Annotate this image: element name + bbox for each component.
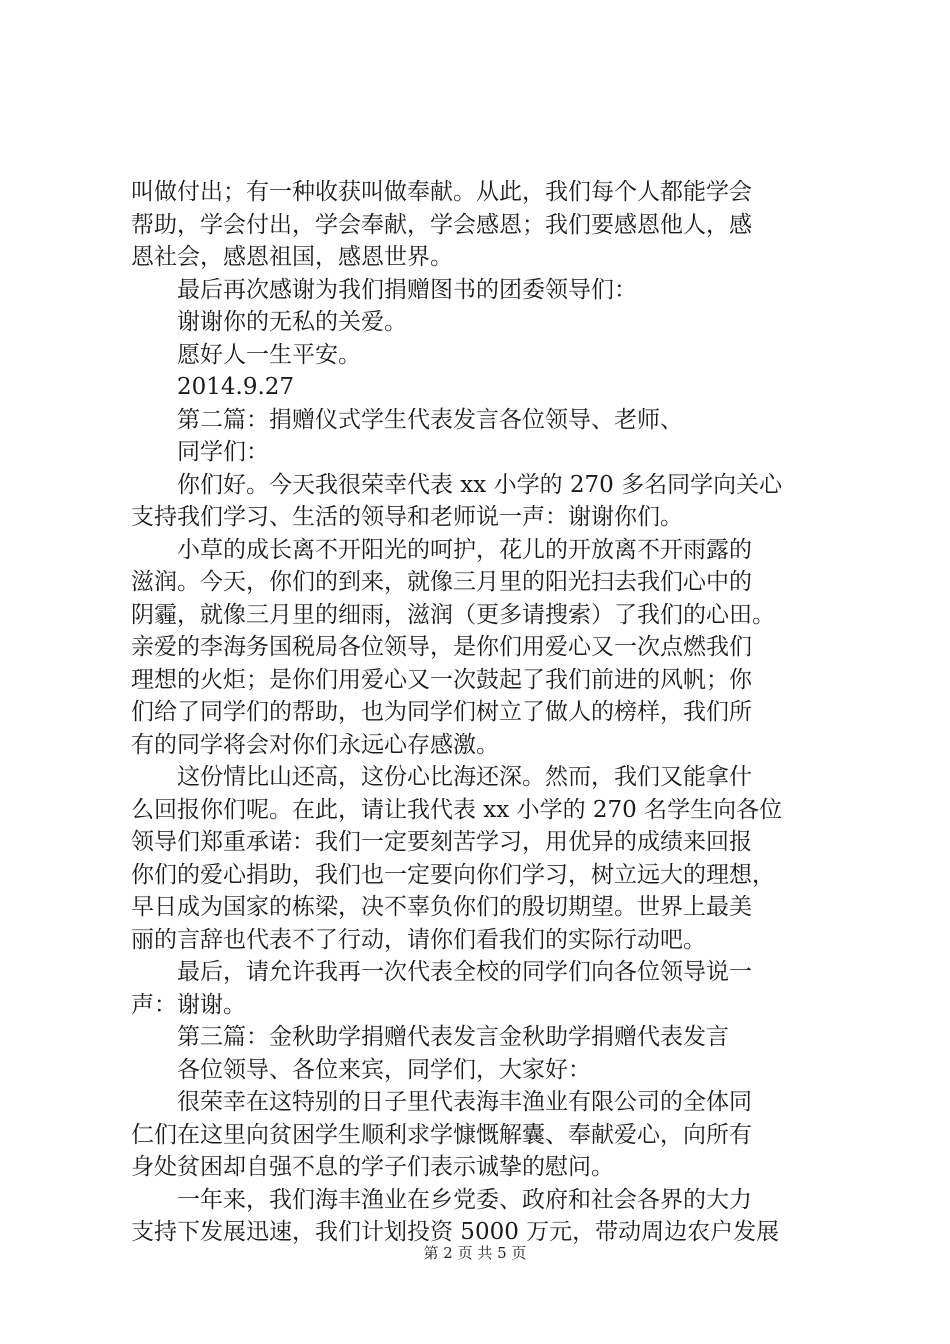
text-line: 你们的爱心捐助，我们也一定要向你们学习，树立远大的理想， — [131, 861, 775, 888]
text-line: 叫做付出；有一种收获叫做奉献。从此，我们每个人都能学会 — [131, 179, 752, 205]
text-line: 领导们郑重承诺：我们一定要刻苦学习，用优异的成绩来回报 — [131, 829, 752, 855]
text-line: 支持我们学习、生活的领导和老师说一声：谢谢你们。 — [131, 504, 683, 530]
text-line: 理想的火炬；是你们用爱心又一次鼓起了我们前进的风帆；你 — [131, 666, 752, 693]
text-line: 最后，请允许我再一次代表全校的同学们向各位领导说一 — [177, 959, 752, 985]
text-line: 帮助，学会付出，学会奉献，学会感恩；我们要感恩他人，感 — [131, 211, 752, 238]
text-line: 么回报你们呢。在此，请让我代表 xx 小学的 270 名学生向各位 — [131, 796, 783, 823]
text-line: 有的同学将会对你们永远心存感激。 — [131, 731, 499, 758]
text-line: 一年来，我们海丰渔业在乡党委、政府和社会各界的大力 — [177, 1186, 752, 1213]
text-line: 愿好人一生平安。 — [177, 341, 361, 368]
text-line: 小草的成长离不开阳光的呵护，花儿的开放离不开雨露的 — [177, 536, 752, 563]
text-line: 最后再次感谢为我们捐赠图书的团委领导们： — [177, 276, 637, 303]
page-footer: 第 2 页 共 5 页 — [423, 1244, 527, 1262]
text-line: 第三篇：金秋助学捐赠代表发言金秋助学捐赠代表发言 — [177, 1024, 729, 1050]
text-line: 各位领导、各位来宾，同学们，大家好： — [177, 1056, 591, 1083]
text-line: 阴霾，就像三月里的细雨，滋润（更多请搜索）了我们的心田。 — [131, 601, 775, 628]
text-line: 仁们在这里向贫困学生顺利求学慷慨解囊、奉献爱心，向所有 — [131, 1121, 752, 1148]
text-line: 这份情比山还高，这份心比海还深。然而，我们又能拿什 — [177, 764, 752, 790]
text-line: 丽的言辞也代表不了行动，请你们看我们的实际行动吧。 — [131, 926, 706, 953]
text-line: 同学们： — [177, 439, 269, 465]
text-line: 滋润。今天，你们的到来，就像三月里的阳光扫去我们心中的 — [131, 569, 752, 595]
text-line: 恩社会，感恩祖国，感恩世界。 — [131, 244, 453, 270]
text-line: 们给了同学们的帮助，也为同学们树立了做人的榜样，我们所 — [131, 699, 752, 725]
text-line: 2014.9.27 — [177, 374, 295, 400]
text-line: 亲爱的李海务国税局各位领导，是你们用爱心又一次点燃我们 — [131, 634, 752, 660]
text-line: 第二篇：捐赠仪式学生代表发言各位领导、老师、 — [177, 406, 683, 433]
document-body — [131, 176, 831, 1249]
text-line: 身处贫困却自强不息的学子们表示诚挚的慰问。 — [131, 1154, 614, 1180]
text-line: 支持下发展迅速，我们计划投资 5000 万元，带动周边农户发展 — [131, 1219, 780, 1245]
text-line: 谢谢你的无私的关爱。 — [177, 309, 407, 335]
text-line: 早日成为国家的栋梁，决不辜负你们的殷切期望。世界上最美 — [131, 894, 752, 920]
text-line: 声：谢谢。 — [131, 991, 246, 1018]
text-line: 很荣幸在这特别的日子里代表海丰渔业有限公司的全体同 — [177, 1089, 752, 1115]
text-line: 你们好。今天我很荣幸代表 xx 小学的 270 多名同学向关心 — [177, 471, 783, 498]
